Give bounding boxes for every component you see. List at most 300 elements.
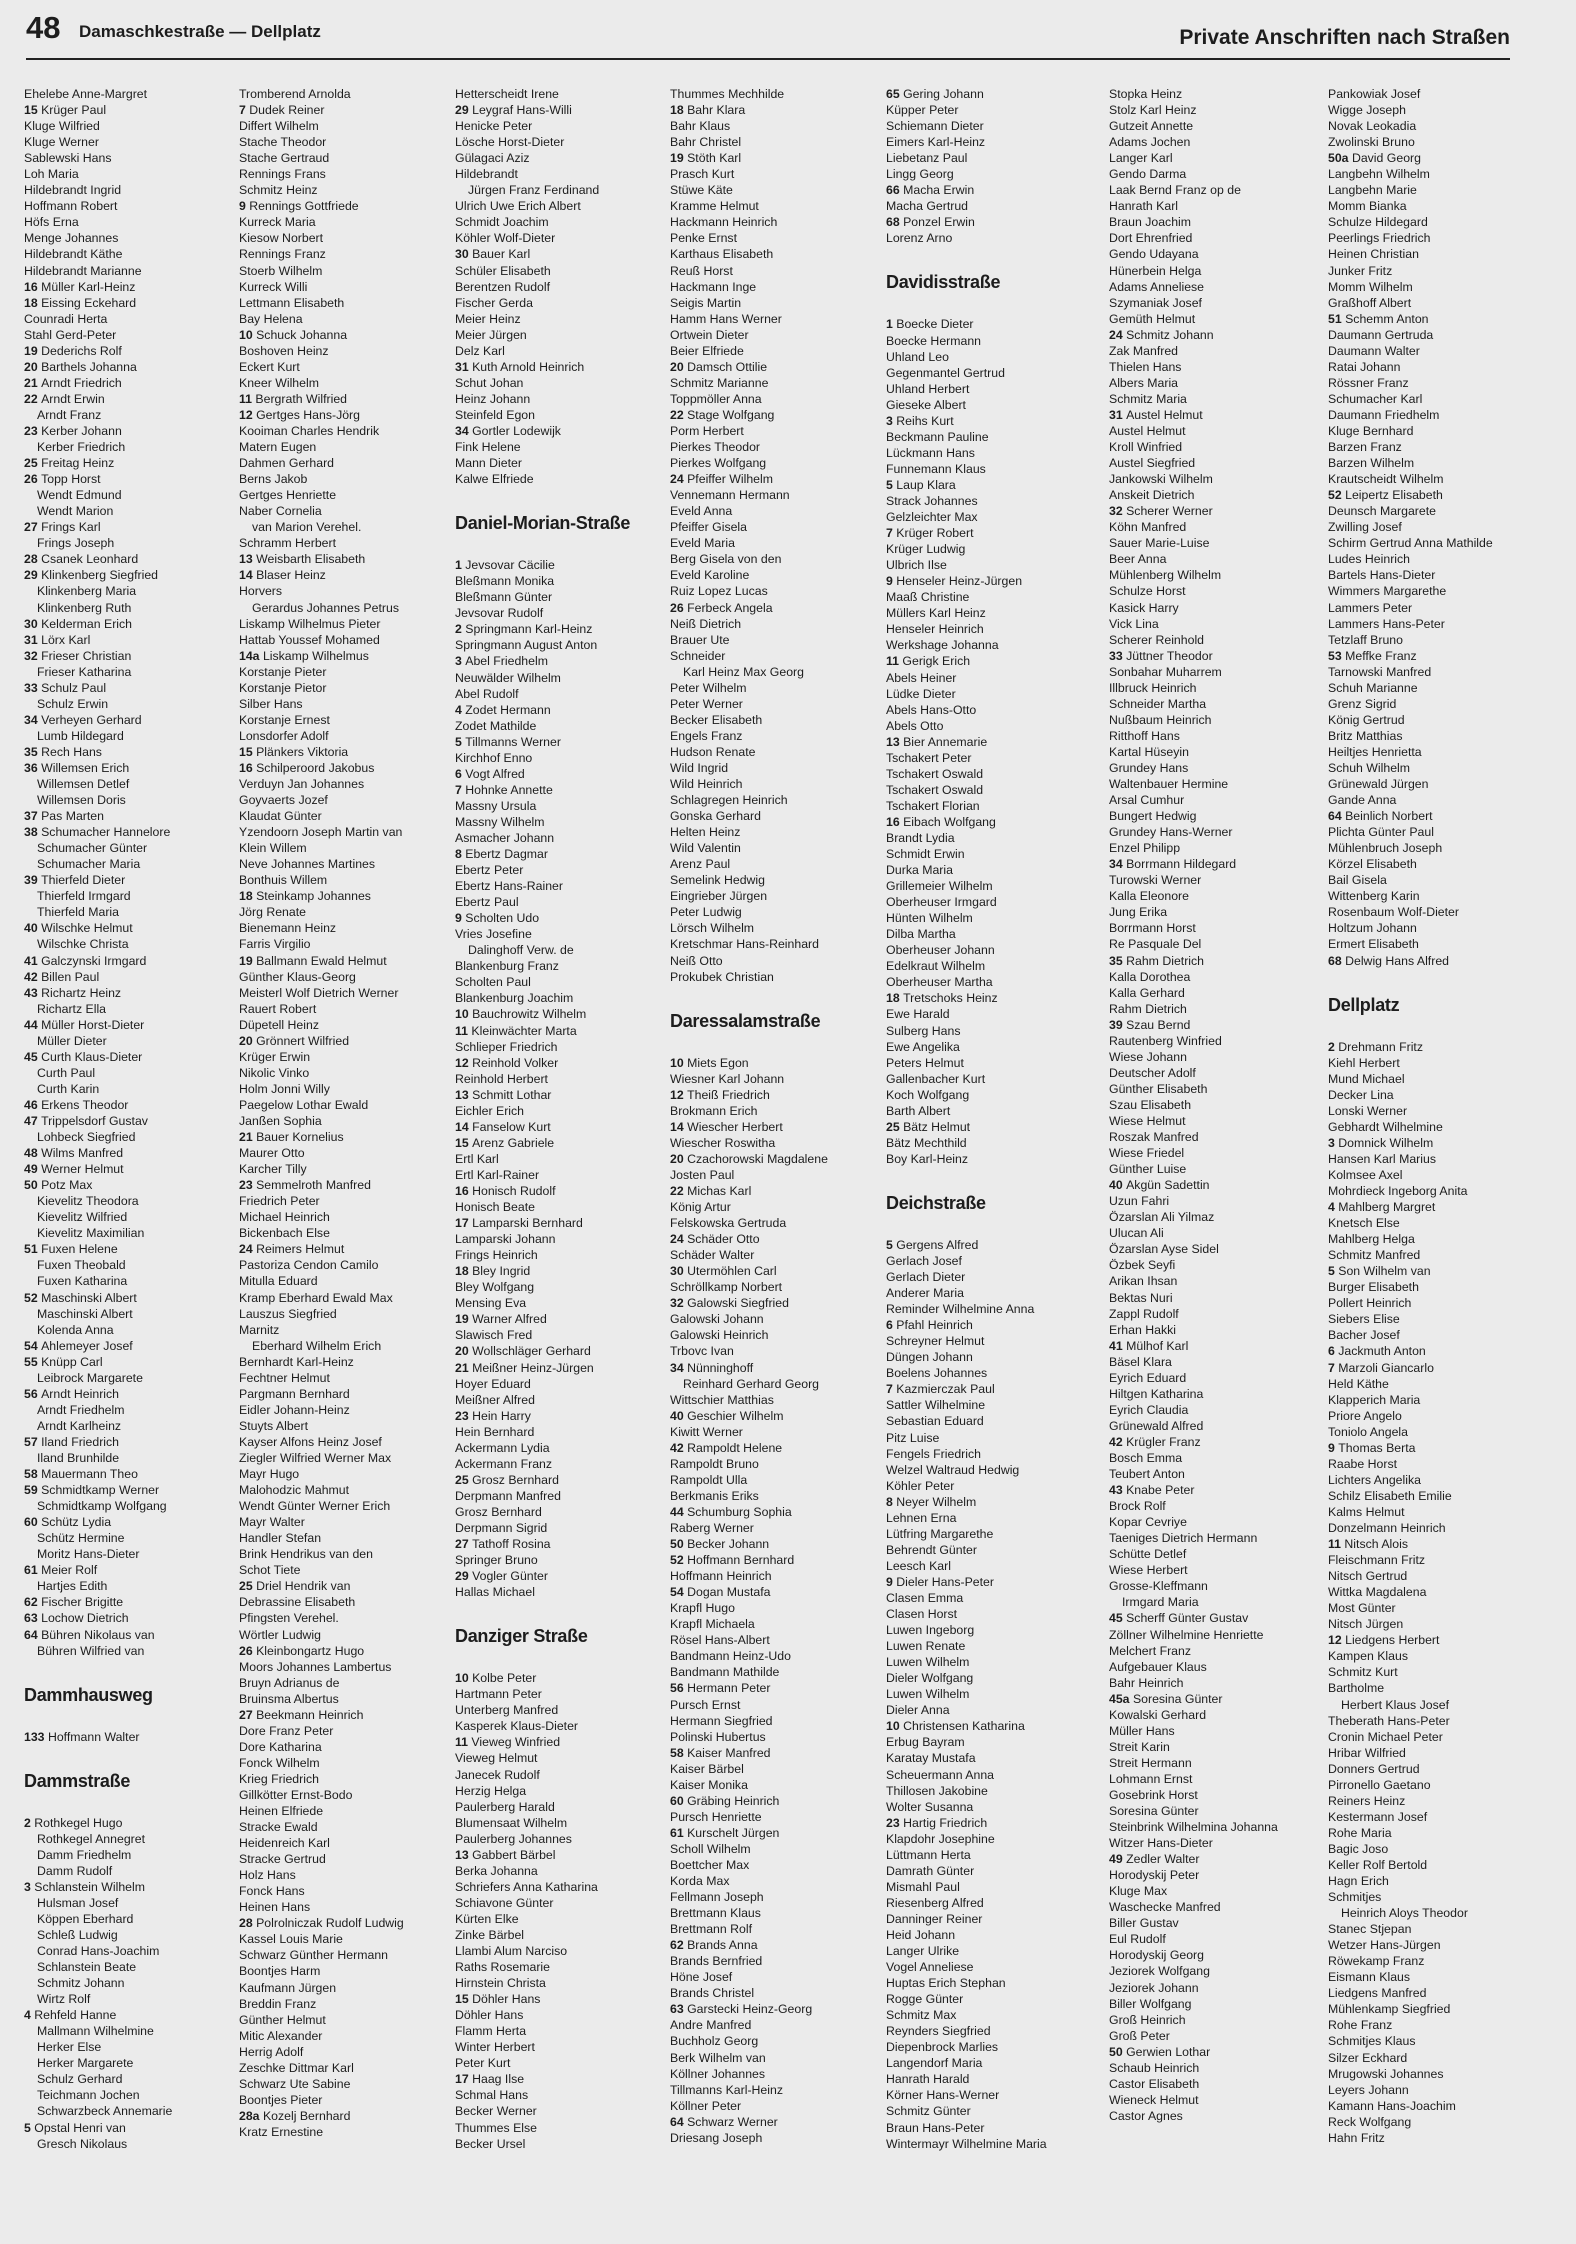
resident-entry: Huptas Erich Stephan: [886, 1976, 1006, 1991]
resident-entry: Eckert Kurt: [239, 359, 300, 374]
resident-entry: 61 Kurschelt Jürgen: [670, 1825, 780, 1840]
resident-entry: Bektas Nuri: [1109, 1290, 1173, 1305]
resident-entry: Kayser Alfons Heinz Josef: [239, 1434, 382, 1449]
resident-entry: 44 Müller Horst-Dieter: [24, 1017, 145, 1032]
resident-entry: Schlanstein Beate: [37, 1960, 137, 1975]
resident-entry: Klein Willem: [239, 841, 307, 856]
resident-entry: Ehelebe Anne-Margret: [24, 87, 148, 101]
resident-entry: Damm Rudolf: [37, 1863, 113, 1878]
resident-entry: 15 Krüger Paul: [24, 103, 107, 118]
resident-entry: 13 Bier Annemarie: [886, 734, 988, 749]
resident-entry: Luwen Renate: [886, 1639, 966, 1654]
resident-entry: Wild Ingrid: [670, 760, 729, 775]
resident-entry: Mund Michael: [1328, 1071, 1405, 1086]
resident-entry: Counradi Herta: [24, 311, 108, 326]
resident-entry: 9 Thomas Berta: [1328, 1440, 1416, 1455]
page-header: [26, 6, 1510, 60]
resident-entry: Bleßmann Günter: [455, 590, 553, 605]
resident-entry: Ulbrich Ilse: [886, 558, 947, 573]
resident-entry: 50a David Georg: [1328, 151, 1421, 166]
resident-entry: 28 Polrolniczak Rudolf Ludwig: [239, 1916, 404, 1931]
resident-entry: Schumacher Maria: [37, 857, 141, 872]
resident-entry: 6 Pfahl Heinrich: [886, 1318, 973, 1333]
resident-entry: Paulerberg Johannes: [455, 1831, 572, 1846]
resident-entry: Boecke Hermann: [886, 333, 982, 348]
resident-entry: Beier Elfriede: [670, 343, 744, 358]
resident-entry: Prasch Kurt: [670, 167, 735, 182]
resident-entry: Tschakert Oswald: [886, 782, 984, 797]
resident-entry: Massny Ursula: [455, 798, 537, 813]
resident-entry: Burger Elisabeth: [1328, 1280, 1419, 1295]
resident-entry: Lichters Angelika: [1328, 1472, 1421, 1487]
resident-entry: Wiesner Karl Johann: [670, 1071, 785, 1086]
resident-entry: Bartholme: [1328, 1681, 1385, 1696]
resident-entry: Ewe Angelika: [886, 1039, 960, 1054]
resident-entry: 11 Gerigk Erich: [886, 654, 971, 669]
street-heading: Dammstraße: [24, 1770, 131, 1791]
resident-entry: Beer Anna: [1109, 552, 1167, 567]
resident-entry: Kaiser Bärbel: [670, 1761, 744, 1776]
resident-entry: 18 Steinkamp Johannes: [239, 889, 371, 904]
resident-entry: Lammers Peter: [1328, 600, 1413, 615]
resident-entry: Thillosen Jakobine: [886, 1783, 988, 1798]
resident-entry: Zwilling Josef: [1328, 520, 1402, 535]
resident-entry: Hoyer Eduard: [455, 1376, 531, 1391]
resident-entry: Boontjes Pieter: [239, 2092, 323, 2107]
resident-entry: Stanec Stjepan: [1328, 1922, 1412, 1937]
resident-entry: Paegelow Lothar Ewald: [239, 1097, 369, 1112]
resident-entry: 45 Curth Klaus-Dieter: [24, 1049, 143, 1064]
resident-entry: 21 Arndt Friedrich: [24, 375, 122, 390]
resident-entry: Flamm Herta: [455, 2024, 527, 2039]
resident-entry: Jankowski Wilhelm: [1109, 472, 1213, 487]
resident-entry: Dore Katharina: [239, 1739, 322, 1754]
resident-entry: 3 Domnick Wilhelm: [1328, 1135, 1434, 1150]
resident-entry: Kiehl Herbert: [1328, 1055, 1400, 1070]
resident-entry: Brink Hendrikus van den: [239, 1547, 373, 1562]
resident-entry: Herker Margarete: [37, 2056, 134, 2071]
resident-entry: 12 Reinhold Volker: [455, 1055, 559, 1070]
resident-entry: 39 Thierfeld Dieter: [24, 873, 126, 888]
resident-entry: Hattab Youssef Mohamed: [239, 632, 380, 647]
resident-entry: Kurreck Willi: [239, 279, 308, 294]
resident-entry: Bosch Emma: [1109, 1450, 1183, 1465]
resident-entry: Boshoven Heinz: [239, 343, 329, 358]
resident-entry: Schlagregen Heinrich: [670, 793, 788, 808]
resident-entry: 27 Beekmann Heinrich: [239, 1707, 364, 1722]
resident-entry: Düpetell Heinz: [239, 1017, 319, 1032]
resident-entry: Kalwe Elfriede: [455, 472, 534, 487]
resident-entry: Sattler Wilhelmine: [886, 1398, 986, 1413]
resident-entry: Zodet Mathilde: [455, 718, 537, 733]
resident-entry: 32 Galowski Siegfried: [670, 1296, 789, 1311]
resident-entry: Uzun Fahri: [1109, 1194, 1170, 1209]
resident-entry: 60 Gräbing Heinrich: [670, 1793, 780, 1808]
resident-entry: Dort Ehrenfried: [1109, 231, 1193, 246]
resident-entry: 62 Fischer Brigitte: [24, 1595, 124, 1610]
resident-entry: Zöllner Wilhelmine Henriette: [1109, 1627, 1264, 1642]
resident-entry: Stoerb Wilhelm: [239, 263, 323, 278]
resident-entry: Cronin Michael Peter: [1328, 1729, 1443, 1744]
resident-entry: Gieseke Albert: [886, 397, 966, 412]
resident-entry: Kerber Friedrich: [37, 440, 126, 455]
resident-entry: Groß Peter: [1109, 2028, 1170, 2043]
resident-entry: Berk Wilhelm van: [670, 2050, 766, 2065]
resident-entry: 58 Mauermann Theo: [24, 1467, 138, 1482]
resident-entry: Keller Rolf Bertold: [1328, 1857, 1428, 1872]
resident-entry: Heinen Hans: [239, 1900, 311, 1915]
resident-entry: Bienemann Heinz: [239, 921, 337, 936]
resident-entry: Hein Bernhard: [455, 1424, 535, 1439]
resident-entry: Grillemeier Wilhelm: [886, 879, 993, 894]
resident-entry: 49 Werner Helmut: [24, 1162, 124, 1177]
resident-entry: Karl Heinz Max Georg: [683, 664, 804, 679]
resident-entry: Bätz Mechthild: [886, 1135, 967, 1150]
resident-entry: Hanrath Karl: [1109, 199, 1179, 214]
resident-entry: Welzel Waltraud Hedwig: [886, 1462, 1020, 1477]
resident-entry: 28a Kozelj Bernhard: [239, 2108, 351, 2123]
resident-entry: Gerlach Dieter: [886, 1270, 966, 1285]
resident-entry: Driesang Joseph: [670, 2130, 763, 2145]
resident-entry: Knetsch Else: [1328, 1216, 1400, 1231]
resident-entry: Koch Wolfgang: [886, 1087, 970, 1102]
resident-entry: Eveld Karoline: [670, 568, 750, 583]
resident-entry: Hildebrandt Käthe: [24, 247, 123, 262]
resident-entry: 23 Kerber Johann: [24, 423, 122, 438]
resident-entry: 21 Bauer Kornelius: [239, 1130, 344, 1145]
resident-entry: Bonthuis Willem: [239, 873, 328, 888]
resident-entry: 9 Dieler Hans-Peter: [886, 1574, 994, 1589]
resident-entry: Sablewski Hans: [24, 151, 112, 166]
resident-entry: Kamann Hans-Joachim: [1328, 2098, 1456, 2113]
resident-entry: Teubert Anton: [1109, 1467, 1185, 1482]
resident-entry: 60 Schütz Lydia: [24, 1515, 112, 1530]
resident-entry: Theberath Hans-Peter: [1328, 1713, 1450, 1728]
resident-entry: Werkshage Johanna: [886, 638, 999, 653]
resident-entry: Holz Hans: [239, 1868, 296, 1883]
resident-entry: 42 Krügler Franz: [1109, 1434, 1201, 1449]
resident-entry: Bail Gisela: [1328, 873, 1387, 888]
resident-entry: Buchholz Georg: [670, 2034, 759, 2049]
resident-entry: 29 Klinkenberg Siegfried: [24, 568, 159, 583]
resident-entry: Vieweg Helmut: [455, 1751, 538, 1766]
directory-column: [24, 86, 229, 2226]
resident-entry: Langbehn Marie: [1328, 183, 1417, 198]
resident-entry: Wild Heinrich: [670, 777, 743, 792]
resident-entry: 42 Rampoldt Helene: [670, 1440, 783, 1455]
resident-entry: Hackmann Inge: [670, 279, 757, 294]
resident-entry: Köllner Peter: [670, 2098, 742, 2113]
resident-entry: Herrig Adolf: [239, 2044, 304, 2059]
resident-entry: Klapdohr Josephine: [886, 1831, 995, 1846]
resident-entry: Eingrieber Jürgen: [670, 889, 768, 904]
resident-entry: Lösche Horst-Dieter: [455, 135, 565, 150]
resident-entry: Korda Max: [670, 1874, 730, 1889]
resident-entry: Kievelitz Theodora: [37, 1194, 139, 1209]
resident-entry: Mühlenkamp Siegfried: [1328, 2002, 1451, 2017]
resident-entry: Krapfl Michaela: [670, 1617, 755, 1632]
resident-entry: Teichmann Jochen: [37, 2088, 140, 2103]
resident-entry: Mühlenberg Wilhelm: [1109, 568, 1222, 583]
resident-entry: Arndt Friedhelm: [37, 1402, 125, 1417]
resident-entry: Groß Heinrich: [1109, 2012, 1186, 2027]
resident-entry: Neuwälder Wilhelm: [455, 670, 561, 685]
resident-entry: 1 Boecke Dieter: [886, 317, 974, 332]
resident-entry: Krapfl Hugo: [670, 1601, 735, 1616]
resident-entry: Döhler Hans: [455, 2008, 524, 2023]
resident-entry: Lörsch Wilhelm: [670, 921, 755, 936]
resident-entry: Schulz Erwin: [37, 696, 109, 711]
resident-entry: Dieler Anna: [886, 1703, 950, 1718]
resident-entry: Düngen Johann: [886, 1350, 973, 1365]
resident-entry: Fechtner Helmut: [239, 1370, 330, 1385]
resident-entry: Rauert Robert: [239, 1001, 317, 1016]
resident-entry: Wigge Joseph: [1328, 103, 1406, 118]
resident-entry: Vogel Anneliese: [886, 1960, 974, 1975]
resident-entry: 33 Jüttner Theodor: [1109, 648, 1213, 663]
resident-entry: Wittenberg Karin: [1328, 889, 1420, 904]
resident-entry: Holm Jonni Willy: [239, 1081, 330, 1096]
resident-entry: Gresch Nikolaus: [37, 2136, 128, 2151]
resident-entry: 56 Hermann Peter: [670, 1681, 771, 1696]
resident-entry: Schleß Ludwig: [37, 1927, 118, 1942]
resident-entry: Wiescher Roswitha: [670, 1135, 776, 1150]
resident-entry: Delz Karl: [455, 343, 505, 358]
resident-entry: Bernhardt Karl-Heinz: [239, 1354, 354, 1369]
resident-entry: Wirtz Rolf: [37, 1992, 91, 2007]
resident-entry: Jung Erika: [1109, 905, 1168, 920]
resident-entry: 22 Stage Wolfgang: [670, 407, 775, 422]
resident-entry: Korstanje Pietor: [239, 680, 327, 695]
resident-entry: 34 Gortler Lodewijk: [455, 423, 561, 438]
resident-entry: Schumacher Günter: [37, 841, 148, 856]
resident-entry: Prokubek Christian: [670, 969, 774, 984]
resident-entry: Kolenda Anna: [37, 1322, 114, 1337]
resident-entry: Leyers Johann: [1328, 2082, 1409, 2097]
resident-entry: 2 Drehmann Fritz: [1328, 1039, 1423, 1054]
resident-entry: 52 Hoffmann Bernhard: [670, 1553, 795, 1568]
resident-entry: Tillmanns Karl-Heinz: [670, 2082, 783, 2097]
resident-entry: Mitulla Eduard: [239, 1274, 318, 1289]
resident-entry: Heinz Johann: [455, 391, 531, 406]
resident-entry: Reynders Siegfried: [886, 2024, 991, 2039]
resident-entry: Tschakert Peter: [886, 750, 972, 765]
resident-entry: Köhn Manfred: [1109, 520, 1187, 535]
resident-entry: Dilba Martha: [886, 927, 956, 942]
resident-entry: Gerardus Johannes Petrus: [252, 600, 399, 615]
resident-entry: Streit Hermann: [1109, 1755, 1192, 1770]
resident-entry: Gelzleichter Max: [886, 510, 978, 525]
resident-entry: Hackmann Heinrich: [670, 215, 778, 230]
resident-entry: 17 Haag Ilse: [455, 2072, 525, 2087]
resident-entry: Paulerberg Harald: [455, 1799, 555, 1814]
resident-entry: Körner Hans-Werner: [886, 2088, 1000, 2103]
resident-entry: 57 Iland Friedrich: [24, 1434, 120, 1449]
resident-entry: Zwolinski Bruno: [1328, 135, 1415, 150]
resident-entry: Ackermann Franz: [455, 1456, 553, 1471]
resident-entry: Gegenmantel Gertrud: [886, 365, 1005, 380]
resident-entry: Bungert Hedwig: [1109, 809, 1197, 824]
resident-entry: Schwarz Günther Hermann: [239, 1948, 388, 1963]
resident-entry: 38 Schumacher Hannelore: [24, 825, 171, 840]
resident-entry: Erhan Hakki: [1109, 1322, 1176, 1337]
directory-column: [1109, 86, 1314, 2226]
resident-entry: Abels Heiner: [886, 670, 957, 685]
resident-entry: Dalinghoff Verw. de: [468, 943, 574, 958]
resident-entry: 42 Billen Paul: [24, 969, 100, 984]
resident-entry: Hudson Renate: [670, 744, 756, 759]
resident-entry: Vries Josefine: [455, 927, 532, 942]
resident-entry: Bacher Josef: [1328, 1328, 1400, 1343]
resident-entry: Berns Jakob: [239, 472, 308, 487]
resident-entry: Wendt Marion: [37, 504, 114, 519]
resident-entry: Kluge Bernhard: [1328, 423, 1414, 438]
resident-entry: Mismahl Paul: [886, 1879, 960, 1894]
resident-entry: Pankowiak Josef: [1328, 87, 1421, 101]
resident-entry: Reminder Wilhelmine Anna: [886, 1302, 1035, 1317]
resident-entry: Köppen Eberhard: [37, 1911, 134, 1926]
resident-entry: Mrugowski Johannes: [1328, 2066, 1444, 2081]
resident-entry: Schriefers Anna Katharina: [455, 1879, 598, 1894]
resident-entry: Hünerbein Helga: [1109, 263, 1202, 278]
resident-entry: 20 Czachorowski Magdalene: [670, 1151, 828, 1166]
resident-entry: 50 Potz Max: [24, 1178, 93, 1193]
resident-entry: Schreyner Helmut: [886, 1334, 985, 1349]
resident-entry: Kassel Louis Marie: [239, 1932, 343, 1947]
resident-entry: 31 Kuth Arnold Heinrich: [455, 359, 585, 374]
resident-entry: Berg Gisela von den: [670, 552, 782, 567]
resident-entry: Nitsch Jürgen: [1328, 1617, 1404, 1632]
resident-entry: Zinke Bärbel: [455, 1927, 525, 1942]
resident-entry: Asmacher Johann: [455, 830, 555, 845]
resident-entry: Grünewald Alfred: [1109, 1418, 1204, 1433]
resident-entry: Richartz Ella: [37, 1001, 107, 1016]
resident-entry: Clasen Horst: [886, 1607, 958, 1622]
resident-entry: Lohmann Ernst: [1109, 1771, 1193, 1786]
resident-entry: Thummes Mechhilde: [670, 87, 785, 101]
resident-entry: Lingg Georg: [886, 167, 954, 182]
resident-entry: Jevsovar Rudolf: [455, 606, 544, 621]
resident-entry: Rösel Hans-Albert: [670, 1633, 770, 1648]
resident-entry: Gillkötter Ernst-Bodo: [239, 1787, 353, 1802]
resident-entry: 25 Bätz Helmut: [886, 1119, 971, 1134]
resident-entry: Mann Dieter: [455, 456, 522, 471]
resident-entry: Braun Joachim: [1109, 215, 1192, 230]
street-heading: Davidisstraße: [886, 272, 1001, 293]
resident-entry: Wiese Johann: [1109, 1049, 1187, 1064]
resident-entry: Gülagaci Aziz: [455, 151, 530, 166]
resident-entry: Ertl Karl-Rainer: [455, 1167, 540, 1182]
resident-entry: 24 Schäder Otto: [670, 1232, 760, 1247]
resident-entry: Rampoldt Ulla: [670, 1472, 748, 1487]
resident-entry: Schmitz Marianne: [670, 375, 769, 390]
resident-entry: Hansen Karl Marius: [1328, 1151, 1436, 1166]
resident-entry: Schneider: [670, 648, 726, 663]
resident-entry: Toppmöller Anna: [670, 391, 762, 406]
resident-entry: 16 Schilperoord Jakobus: [239, 760, 375, 775]
resident-entry: 2 Rothkegel Hugo: [24, 1815, 123, 1830]
resident-entry: Arndt Karlheinz: [37, 1418, 122, 1433]
resident-entry: Stache Gertraud: [239, 151, 330, 166]
resident-entry: Daumann Friedhelm: [1328, 407, 1440, 422]
resident-entry: Bruyn Adrianus de: [239, 1675, 340, 1690]
resident-entry: Mühlenbruch Joseph: [1328, 841, 1443, 856]
resident-entry: Küpper Peter: [886, 103, 959, 118]
resident-entry: Kalms Helmut: [1328, 1504, 1405, 1519]
resident-entry: Funnemann Klaus: [886, 461, 986, 476]
resident-entry: 16 Eibach Wolfgang: [886, 814, 996, 829]
resident-entry: Wiese Helmut: [1109, 1114, 1186, 1128]
resident-entry: 19 Stöth Karl: [670, 151, 742, 166]
resident-entry: Junker Fritz: [1328, 263, 1393, 278]
resident-entry: Turowski Werner: [1109, 873, 1202, 888]
resident-entry: Tschakert Oswald: [886, 766, 984, 781]
resident-entry: Bartels Hans-Dieter: [1328, 568, 1436, 583]
resident-entry: Waschecke Manfred: [1109, 1900, 1221, 1915]
resident-entry: Fonck Wilhelm: [239, 1755, 320, 1770]
resident-entry: Bäsel Klara: [1109, 1354, 1172, 1369]
resident-entry: Hartmann Peter: [455, 1687, 542, 1702]
resident-entry: 23 Semmelroth Manfred: [239, 1178, 371, 1193]
resident-entry: 10 Christensen Katharina: [886, 1719, 1025, 1734]
resident-entry: Höne Josef: [670, 1970, 733, 1985]
resident-entry: Schumacher Karl: [1328, 391, 1423, 406]
resident-entry: Wiese Friedel: [1109, 1146, 1185, 1161]
resident-entry: Mensing Eva: [455, 1296, 527, 1311]
resident-entry: Lammers Hans-Peter: [1328, 616, 1445, 631]
resident-entry: Kretschmar Hans-Reinhard: [670, 937, 819, 952]
resident-entry: 51 Fuxen Helene: [24, 1242, 118, 1257]
resident-entry: Janecek Rudolf: [455, 1767, 540, 1782]
resident-entry: Meisterl Wolf Dietrich Werner: [239, 985, 399, 1000]
resident-entry: Breddin Franz: [239, 1996, 317, 2011]
resident-entry: Eul Rudolf: [1109, 1932, 1166, 1947]
resident-entry: Wendt Günter Werner Erich: [239, 1499, 391, 1514]
resident-entry: 11 Nitsch Alois: [1328, 1537, 1408, 1552]
resident-entry: Bruinsma Albertus: [239, 1691, 339, 1706]
resident-entry: Kluge Wilfried: [24, 119, 100, 134]
resident-entry: Gallenbacher Kurt: [886, 1071, 986, 1086]
resident-entry: Friedrich Peter: [239, 1194, 320, 1209]
resident-entry: 30 Kelderman Erich: [24, 616, 133, 631]
resident-entry: Hagn Erich: [1328, 1874, 1389, 1889]
resident-entry: Luwen Wilhelm: [886, 1655, 970, 1670]
resident-entry: Hartjes Edith: [37, 1579, 108, 1594]
resident-entry: Clasen Emma: [886, 1590, 964, 1605]
resident-entry: Fonck Hans: [239, 1884, 305, 1899]
resident-entry: Özarslan Ali Yilmaz: [1109, 1210, 1215, 1225]
resident-entry: Kramme Helmut: [670, 199, 759, 214]
resident-entry: 11 Bergrath Wilfried: [239, 391, 347, 406]
resident-entry: Blankenburg Joachim: [455, 991, 574, 1006]
resident-entry: Thierfeld Irmgard: [37, 889, 131, 904]
resident-entry: Pitz Luise: [886, 1430, 940, 1445]
resident-entry: Becker Ursel: [455, 2136, 526, 2151]
resident-entry: Bay Helena: [239, 311, 303, 326]
resident-entry: Arndt Franz: [37, 407, 102, 422]
resident-entry: Kiwitt Werner: [670, 1424, 743, 1439]
resident-entry: 5 Laup Klara: [886, 477, 956, 492]
resident-entry: Ermert Elisabeth: [1328, 937, 1419, 952]
resident-entry: Schwarz Ute Sabine: [239, 2076, 351, 2091]
resident-entry: Peter Wilhelm: [670, 680, 747, 695]
resident-entry: 34 Verheyen Gerhard: [24, 712, 142, 727]
resident-entry: Frieser Katharina: [37, 664, 132, 679]
resident-entry: Zeschke Dittmar Karl: [239, 2060, 354, 2075]
resident-entry: Albers Maria: [1109, 375, 1179, 390]
resident-entry: Arsal Cumhur: [1109, 793, 1185, 808]
resident-entry: Neiß Otto: [670, 953, 723, 968]
